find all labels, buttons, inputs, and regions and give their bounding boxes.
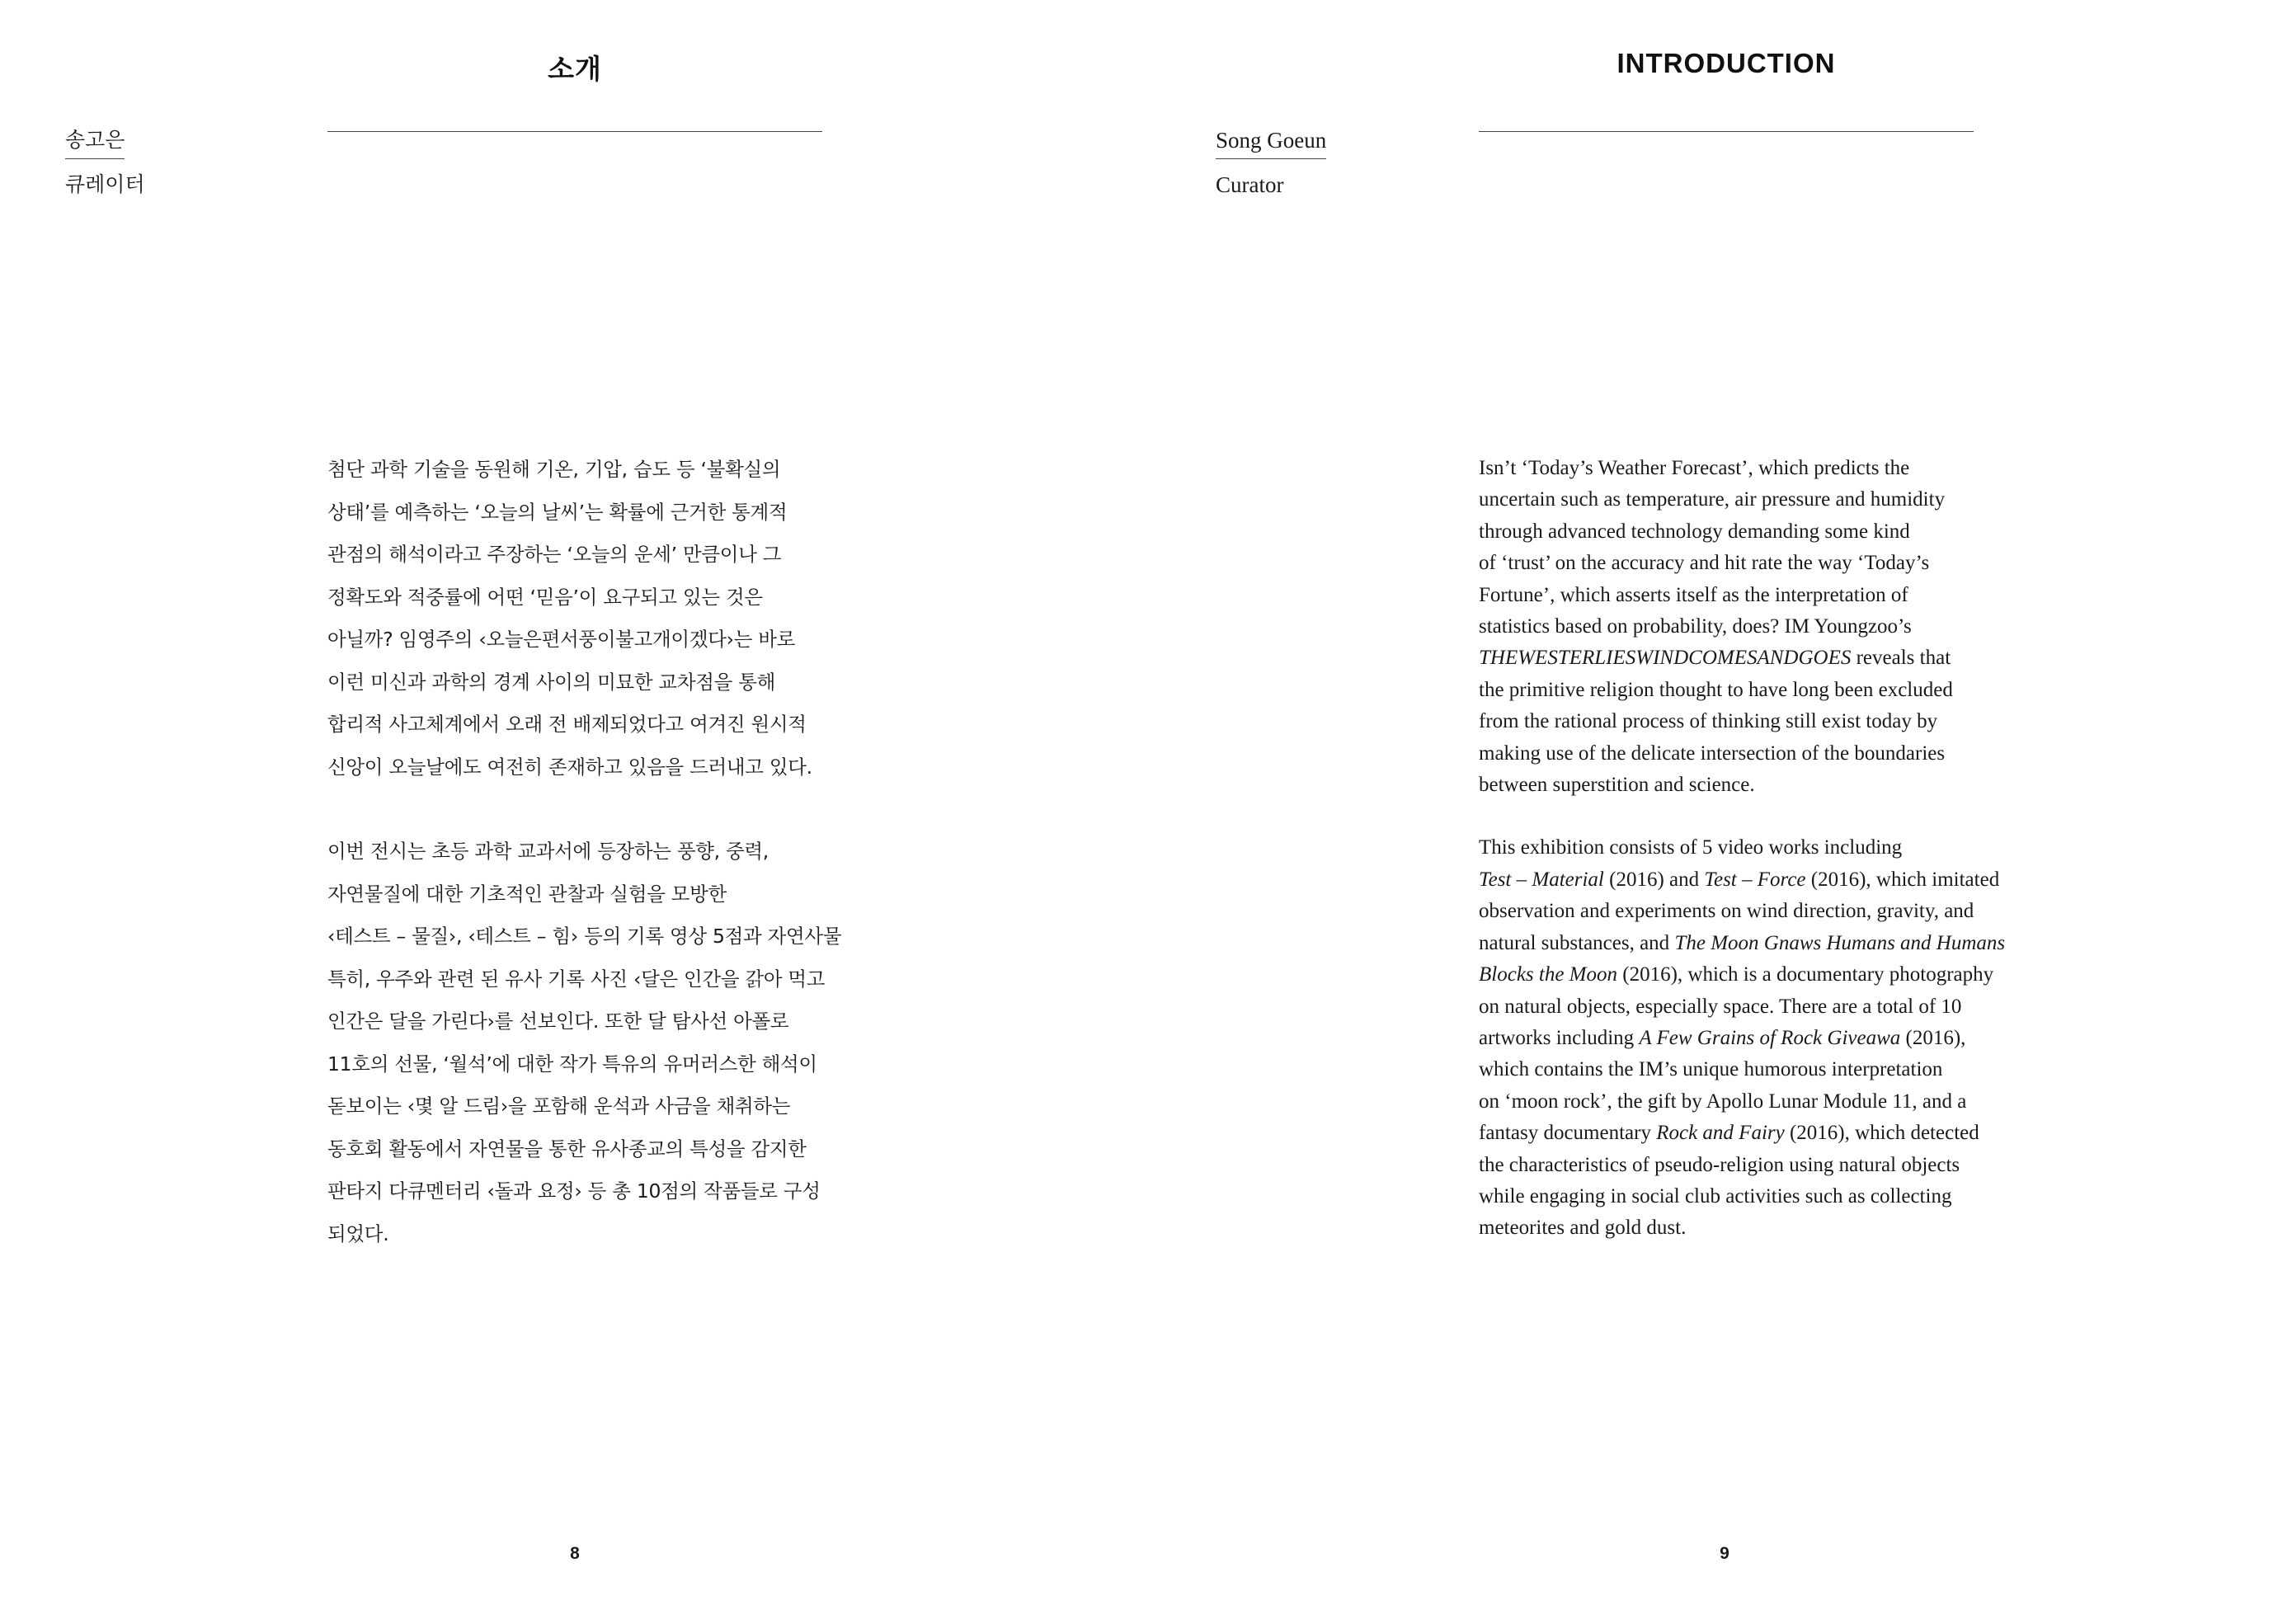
work-title: Test – Material xyxy=(1479,868,1604,891)
page-title: INTRODUCTION xyxy=(1617,48,1836,78)
text-line: the characteristics of pseudo-religion using natural objects xyxy=(1479,1153,1960,1176)
page-number: 9 xyxy=(1720,1544,1729,1563)
text-line: observation and experiments on wind direction, gravity, and xyxy=(1479,900,1974,923)
title-rule xyxy=(1479,131,1974,132)
text-line: 이번 전시는 초등 과학 교과서에 등장하는 풍향, 중력, xyxy=(327,840,769,863)
work-title: The Moon Gnaws Humans and Humans xyxy=(1674,931,2006,954)
text-line: 관점의 해석이라고 주장하는 ‘오늘의 운세’ 만큼이나 그 xyxy=(327,543,782,566)
work-title: THEWESTERLIESWINDCOMESANDGOES xyxy=(1479,647,1852,670)
author-role: Curator xyxy=(1216,172,1284,197)
work-title: Test – Force xyxy=(1704,868,1806,891)
paragraph xyxy=(327,449,841,788)
body-text xyxy=(327,449,841,1255)
text-line: while engaging in social club activities such as collecting xyxy=(1479,1184,1952,1207)
paragraph xyxy=(327,831,841,1255)
text-line: uncertain such as temperature, air pressure and humidity xyxy=(1479,488,1946,511)
text-line: Isn’t ‘Today’s Weather Forecast’, which predicts the xyxy=(1479,457,1910,479)
text-line: statistics based on probability, does? IM Youngzoo’s xyxy=(1479,615,1912,638)
text-line: Test – Material (2016) and Test – Force (2016), which imitated xyxy=(1479,868,2000,891)
work-title: A Few Grains of Rock Giveawa xyxy=(1639,1026,1901,1049)
right-page xyxy=(1136,0,2273,1624)
text-line: on natural objects, especially space. There are a total of 10 xyxy=(1479,995,1962,1018)
text-line: Fortune’, which asserts itself as the interpretation of xyxy=(1479,583,1908,606)
text-line: 상태’를 예측하는 ‘오늘의 날씨’는 확률에 근거한 통계적 xyxy=(327,500,788,524)
text-line: 동호회 활동에서 자연물을 통한 유사종교의 특성을 감지한 xyxy=(327,1137,807,1160)
author-role: 큐레이터 xyxy=(65,172,145,196)
page-number: 8 xyxy=(570,1544,580,1563)
title-rule xyxy=(327,131,822,132)
text-line: between superstition and science. xyxy=(1479,774,1755,797)
text-line: 판타지 다큐멘터리 ‹돌과 요정› 등 총 10점의 작품들로 구성 xyxy=(327,1179,821,1203)
text-line: of ‘trust’ on the accuracy and hit rate the way ‘Today’s xyxy=(1479,552,1930,575)
byline xyxy=(1216,120,1326,205)
text-line: fantasy documentary Rock and Fairy (2016), which detected xyxy=(1479,1122,1979,1145)
text-line: from the rational process of thinking still exist today by xyxy=(1479,710,1938,733)
text-line: through advanced technology demanding some kind xyxy=(1479,520,1910,543)
text-line: 특히, 우주와 관련 된 유사 기록 사진 ‹달은 인간을 갉아 먹고 xyxy=(327,967,826,991)
text-line: ‹테스트 – 물질›, ‹테스트 – 힘› 등의 기록 영상 5점과 자연사물 xyxy=(327,925,842,948)
text-line: natural substances, and The Moon Gnaws Humans and Humans xyxy=(1479,931,2006,954)
body-text xyxy=(1479,453,2005,1245)
text-line: 이런 미신과 과학의 경계 사이의 미묘한 교차점을 통해 xyxy=(327,670,776,694)
work-title: Rock and Fairy xyxy=(1656,1122,1785,1145)
author-name: Song Goeun xyxy=(1216,124,1326,159)
text-line: 인간은 달을 가린다›를 선보인다. 또한 달 탐사선 아폴로 xyxy=(327,1010,789,1033)
text-line: 돋보이는 ‹몇 알 드림›을 포함해 운석과 사금을 채취하는 xyxy=(327,1094,791,1118)
paragraph xyxy=(1479,832,2005,1244)
text-line: which contains the IM’s unique humorous interpretation xyxy=(1479,1058,1943,1081)
text-line: 자연물질에 대한 기초적인 관찰과 실험을 모방한 xyxy=(327,882,727,906)
text-line: meteorites and gold dust. xyxy=(1479,1217,1687,1240)
text-line: 합리적 사고체계에서 오래 전 배제되었다고 여겨진 원시적 xyxy=(327,713,807,736)
text-line: 정확도와 적중률에 어떤 ‘믿음’이 요구되고 있는 것은 xyxy=(327,585,763,609)
text-line: making use of the delicate intersection of the boundaries xyxy=(1479,741,1946,765)
page-title: 소개 xyxy=(548,54,602,84)
author-name: 송고은 xyxy=(65,124,125,159)
byline xyxy=(65,120,145,205)
text-line: 아닐까? 임영주의 ‹오늘은편서풍이불고개이겠다›는 바로 xyxy=(327,628,796,651)
text-line: 되었다. xyxy=(327,1222,389,1245)
text-line: 신앙이 오늘날에도 여전히 존재하고 있음을 드러내고 있다. xyxy=(327,755,812,779)
text-line: This exhibition consists of 5 video works including xyxy=(1479,836,1903,859)
text-line: 첨단 과학 기술을 동원해 기온, 기압, 습도 등 ‘불확실의 xyxy=(327,458,781,481)
text-line: the primitive religion thought to have long been excluded xyxy=(1479,678,1953,701)
text-line: artworks including A Few Grains of Rock Giveawa (2016), xyxy=(1479,1026,1966,1049)
text-line: on ‘moon rock’, the gift by Apollo Lunar Module 11, and a xyxy=(1479,1090,1967,1113)
text-line: THEWESTERLIESWINDCOMESANDGOES reveals that xyxy=(1479,647,1951,670)
text-line: 11호의 선물, ‘월석’에 대한 작가 특유의 유머러스한 해석이 xyxy=(327,1052,817,1076)
work-title: Blocks the Moon xyxy=(1479,963,1618,986)
paragraph xyxy=(1479,453,2005,801)
left-page xyxy=(0,0,1136,1624)
text-line: Blocks the Moon (2016), which is a documentary photography xyxy=(1479,963,1994,986)
